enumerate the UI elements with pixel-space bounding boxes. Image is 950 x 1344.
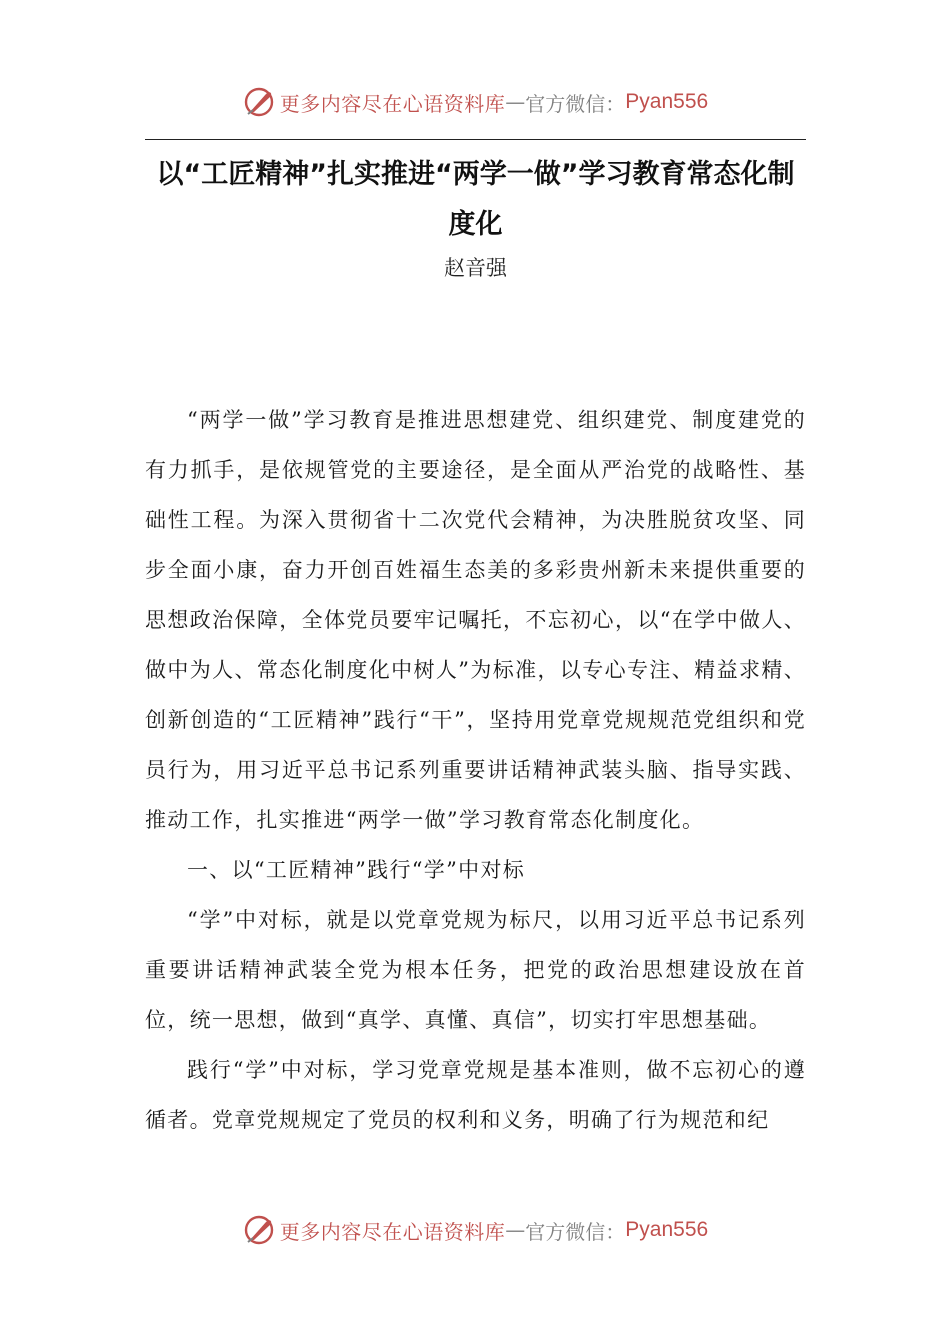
banner-text: 更多内容尽在心语资料库 — [279, 91, 506, 116]
document-body — [145, 395, 806, 1145]
quill-logo-icon — [242, 1213, 276, 1247]
banner-separator: — — [505, 1218, 526, 1242]
document-author: 赵音强 — [444, 256, 507, 280]
banner-label: 官方微信： — [525, 1219, 626, 1244]
banner-wechat-id: Pyan556 — [625, 1218, 709, 1241]
section-heading: 一、以“工匠精神”践行“学”中对标 — [187, 858, 526, 882]
banner-text: 更多内容尽在心语资料库 — [279, 1219, 506, 1244]
paragraph: “学”中对标，就是以党章党规为标尺，以用习近平总书记系列重要讲话精神武装全党为根本任务，把党的政治思想建设放在首位，统一思想，做到“真学、真懂、真信”，切实打牢思想基础。 — [145, 908, 806, 1032]
banner-wechat-id: Pyan556 — [625, 90, 709, 113]
footer-banner — [0, 1210, 950, 1250]
document-title: 以“工匠精神”扎实推进“两学一做”学习教育常态化制度化 — [156, 159, 795, 240]
quill-logo-icon — [242, 85, 276, 119]
header-banner — [0, 82, 950, 122]
banner-label: 官方微信： — [525, 91, 626, 116]
paragraph: “两学一做”学习教育是推进思想建党、组织建党、制度建党的有力抓手，是依规管党的主要途径，是全面从严治党的战略性、基础性工程。为深入贯彻省十二次党代会精神，为决胜脱贫攻坚、同步全面小康，奋力开创百姓福生态美的多彩贵州新未来提供重要的思想政治保障，全体党员要牢记嘱托，不忘初心，以“在学中做人、做中为人、常态化制度化中树人”为标准，以专心专注、精益求精、创新创造的“工匠精神”践行“干”，坚持用党章党规规范党组织和党员行为，用习近平总书记系列重要讲话精神武装头脑、指导实践、推动工作，扎实推进“两学一做”学习教育常态化制度化。 — [145, 408, 806, 832]
paragraph: 践行“学”中对标，学习党章党规是基本准则，做不忘初心的遵循者。党章党规规定了党员的权利和义务，明确了行为规范和纪 — [145, 1058, 806, 1132]
banner-separator: — — [505, 90, 526, 114]
header-rule — [145, 139, 806, 140]
